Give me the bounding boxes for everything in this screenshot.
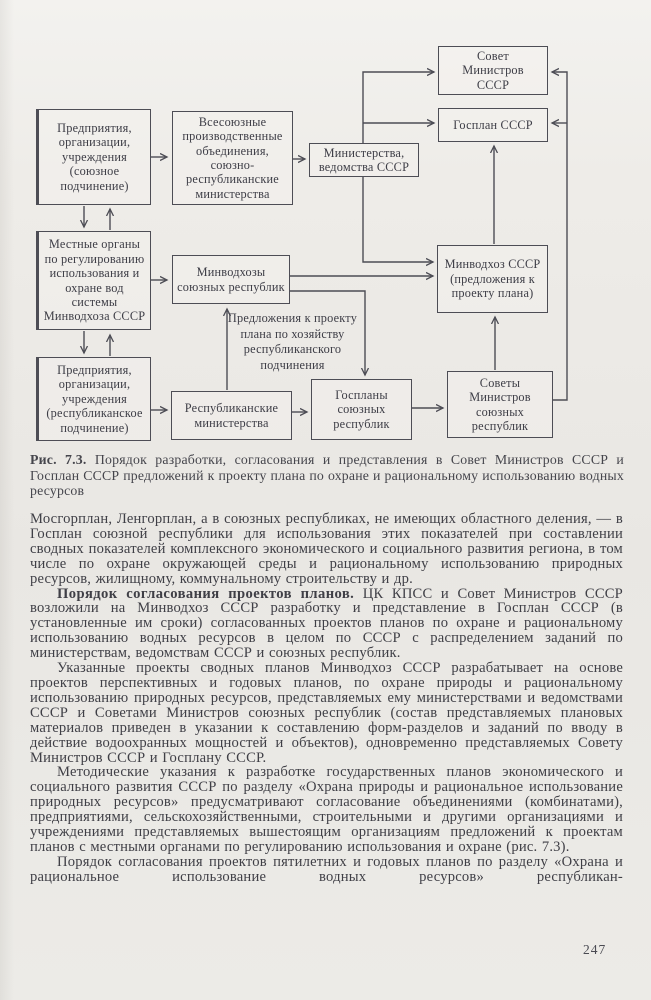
label-proposals-republican-plan: Предложения к проекту плана по хозяйству республиканского подчинения xyxy=(227,311,358,372)
paragraph-text: Указанные проекты сводных планов Минводхоз СССР разрабатывает на основе проектов перспективных и годовых планов, по охране природы и рациональному использованию природных ресурсов, представляемых ему министерствами и ведомствами СССР и Советами Министров союзных республик (состав представляемых плановых материалов приведен в указании к составлению форм-разделов и заданий по вводу в действие водоохранных мощностей и объектов), одновременно представляемых Совету Министров СССР и Госплану СССР. xyxy=(30,660,623,766)
paragraph-4 xyxy=(30,765,623,854)
node-label: Госплан СССР xyxy=(453,117,533,132)
paragraph-lead: Порядок согласования проектов планов. xyxy=(57,585,355,602)
node-label: Минводхоз СССР (предложения к проекту плана) xyxy=(444,257,541,301)
node-label: Местные органы по регулированию использования и охране вод системы Минводхоза СССР xyxy=(43,237,146,324)
node-gosplan-ussr xyxy=(438,108,548,142)
node-minvodkhoz-union-republics xyxy=(172,255,290,304)
node-minvodkhoz-ussr xyxy=(437,245,548,313)
figure-caption-label: Рис. 7.3. xyxy=(30,452,87,467)
node-ministries-ussr xyxy=(309,143,419,177)
node-label: Госпланы союзных республик xyxy=(333,387,390,431)
figure-7-3 xyxy=(0,0,651,450)
page-number: 247 xyxy=(583,942,607,957)
node-enterprises-republican xyxy=(36,357,151,441)
figure-caption-text: Порядок разработки, согласования и представления в Совет Министров СССР и Госплан СССР предложений к проекту плана по охране и рациональному использованию водных ресурсов xyxy=(30,452,624,499)
node-all-union-associations xyxy=(172,111,293,205)
node-label: Минводхозы союзных республик xyxy=(177,265,285,294)
paragraph-text: Порядок согласования проектов пятилетних и годовых планов по разделу «Охрана и рациональное использование водных ресурсов» республикан- xyxy=(30,853,623,885)
node-republican-ministries xyxy=(171,391,292,440)
paragraph-3 xyxy=(30,661,623,765)
node-label: Советы Министров союзных республик xyxy=(469,375,531,433)
paragraph-text: Мосгорплан, Ленгорплан, а в союзных республиках, не имеющих областного деления, — в Госплан союзной республики для использования этих показателей при составлении сводных показателей комплексного экономического и социального развития региона, в том числе по охране окружающей среды и рациональному использованию природных ресурсов, жилищному, коммунальному строительству и др. xyxy=(30,511,623,587)
paragraph-5 xyxy=(30,855,623,885)
node-council-of-ministers-ussr xyxy=(438,46,548,95)
node-label: Министерства, ведомства СССР xyxy=(318,145,410,174)
paragraph-text: Методические указания к разработке государственных планов экономического и социального развития СССР по разделу «Охрана природы и рациональное использование природных ресурсов» предусматривают согласование объединениями (комбинатами), предприятиями, сельскохозяйственными, строительными и другими организациями и учреждениями представляемых вышестоящим организациям предложений к проектам планов с местными органами по регулированию использования и охране (рис. 7.3). xyxy=(30,764,623,855)
node-label: Предприятия, организации, учреждения (республиканское подчинение) xyxy=(46,362,143,435)
figure-caption xyxy=(30,452,624,499)
paragraph-2 xyxy=(30,587,623,662)
node-enterprises-union xyxy=(36,109,151,205)
node-councils-of-ministers-union-republics xyxy=(447,371,553,438)
paragraph-text: ЦК КПСС и Совет Министров СССР возложили на Минводхоз СССР разработку и представление в Госплан СССР (в установленные им сроки) согласованных проектов планов по охране и рациональному использованию водных ресурсов в целом по СССР с распределением заданий по министерствам, ведомствам СССР и союзных республик. xyxy=(30,585,623,662)
body-text xyxy=(30,512,623,885)
node-local-water-organs xyxy=(36,231,151,330)
paragraph-1 xyxy=(30,512,623,587)
node-label: Всесоюзные производственные объединения, союзно-республиканские министерства xyxy=(182,114,283,201)
node-gosplans-union-republics xyxy=(311,379,412,440)
node-label: Предприятия, организации, учреждения (союзное подчинение) xyxy=(57,120,132,193)
node-label: Республиканские министерства xyxy=(184,401,279,430)
node-label: Совет Министров СССР xyxy=(462,48,524,92)
